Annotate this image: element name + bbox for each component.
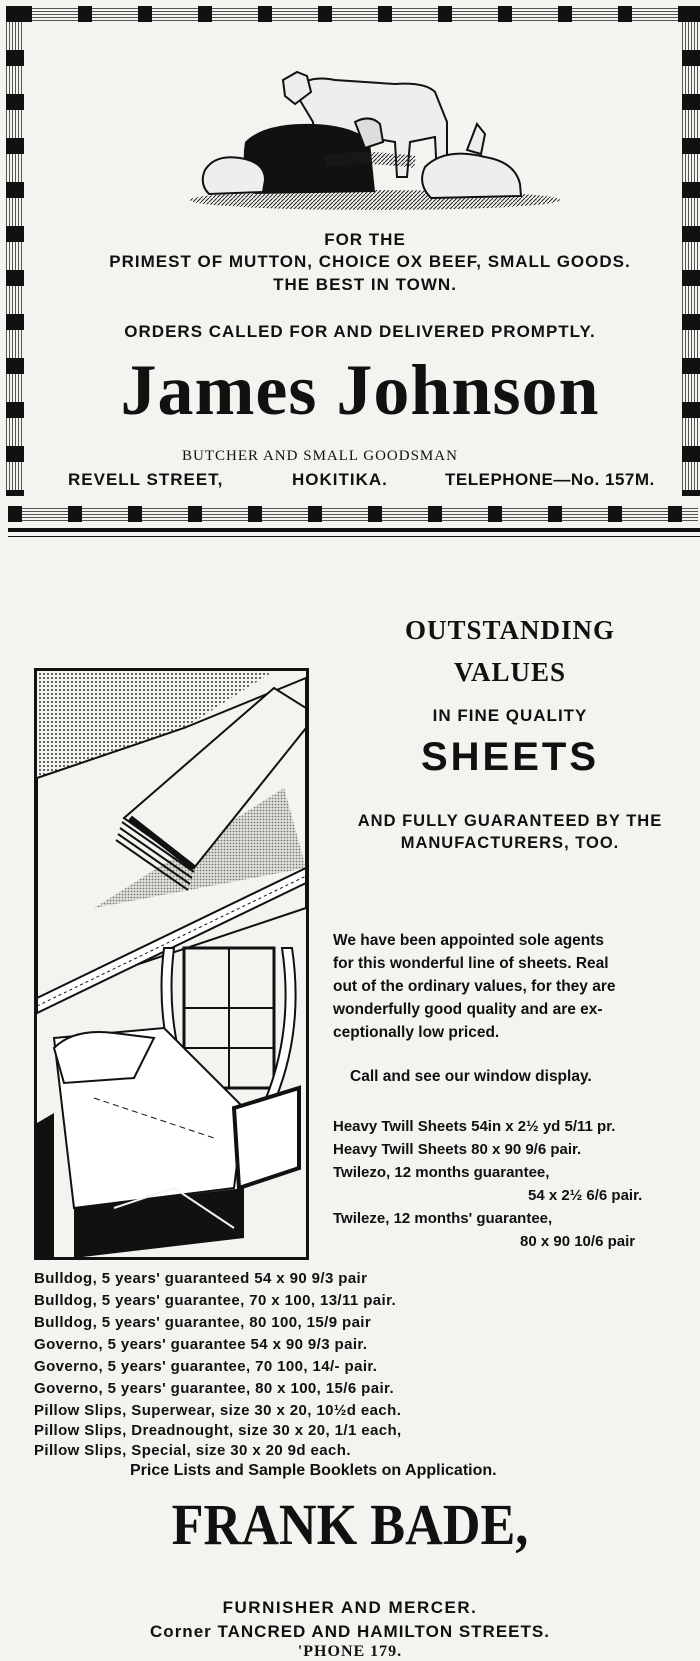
headline-meats: PRIMEST OF MUTTON, CHOICE OX BEEF, SMALL GOODS. (109, 252, 631, 271)
right-border (682, 6, 700, 496)
price-list-item: Governo, 5 years' guarantee, 70 100, 14/- pair. (34, 1358, 378, 1375)
guarantee-line-1: AND FULLY GUARANTEED BY THE (357, 812, 663, 830)
heading-outstanding: OUTSTANDING (404, 615, 616, 645)
cattle-illustration (185, 62, 565, 212)
store-phone: 'PHONE 179. (297, 1643, 403, 1660)
body-line-4: wonderfully good quality and are ex- (333, 1001, 603, 1018)
butcher-advertisement (0, 0, 700, 545)
body-line-5: ceptionally low priced. (333, 1024, 500, 1041)
divider-rule-thin (8, 536, 700, 537)
butcher-trade: BUTCHER AND SMALL GOODSMAN (182, 448, 458, 464)
price-right-5: Twileze, 12 months' guarantee, (333, 1210, 553, 1227)
butcher-name: James Johnson (120, 350, 600, 430)
price-right-4: 54 x 2½ 6/6 pair. (528, 1187, 643, 1204)
price-list-item: Bulldog, 5 years' guarantee, 70 x 100, 13/11 pair. (34, 1292, 397, 1309)
divider-rule (8, 528, 700, 532)
sheets-advertisement (0, 545, 700, 1660)
body-line-3: out of the ordinary values, for they are (333, 978, 616, 995)
left-border (6, 6, 24, 496)
price-list-item: Pillow Slips, Superwear, size 30 x 20, 10½d each. (34, 1402, 402, 1419)
price-list-item: Pillow Slips, Special, size 30 x 20 9d each. (34, 1442, 351, 1459)
call-line: Call and see our window display. (350, 1068, 592, 1085)
price-list-item: Pillow Slips, Dreadnought, size 30 x 20, 1/1 each, (34, 1422, 402, 1439)
price-list-item: Bulldog, 5 years' guarantee, 80 100, 15/9 pair (34, 1314, 372, 1331)
price-list-item: Governo, 5 years' guarantee, 80 x 100, 15/6 pair. (34, 1380, 395, 1397)
store-trade: FURNISHER AND MERCER. (222, 1598, 478, 1617)
heading-fine-quality: IN FINE QUALITY (432, 706, 588, 725)
guarantee-line-2: MANUFACTURERS, TOO. (400, 834, 620, 852)
heading-sheets: SHEETS (420, 735, 600, 779)
butcher-telephone: TELEPHONE—No. 157M. (445, 470, 655, 489)
headline-best-in-town: THE BEST IN TOWN. (273, 275, 457, 294)
store-name: FRANK BADE, (171, 1492, 529, 1557)
price-right-2: Heavy Twill Sheets 80 x 90 9/6 pair. (333, 1141, 582, 1158)
butcher-town: HOKITIKA. (292, 470, 388, 489)
price-list-item: Bulldog, 5 years' guaranteed 54 x 90 9/3 pair (34, 1270, 368, 1287)
body-line-1: We have been appointed sole agents (333, 932, 605, 949)
price-right-6: 80 x 90 10/6 pair (520, 1233, 636, 1250)
bottom-border (8, 506, 698, 522)
headline-for-the: FOR THE (324, 230, 406, 249)
price-list-item: Governo, 5 years' guarantee 54 x 90 9/3 pair. (34, 1336, 368, 1353)
heading-values: VALUES (453, 657, 567, 687)
top-border (18, 6, 692, 22)
butcher-address: REVELL STREET, (68, 470, 224, 489)
price-lists-note: Price Lists and Sample Booklets on Application. (130, 1462, 497, 1479)
body-line-2: for this wonderful line of sheets. Real (333, 955, 609, 972)
price-right-3: Twilezo, 12 months guarantee, (333, 1164, 550, 1181)
orders-line: ORDERS CALLED FOR AND DELIVERED PROMPTLY. (124, 322, 596, 341)
sheets-illustration (34, 668, 309, 1260)
store-address: Corner TANCRED AND HAMILTON STREETS. (150, 1622, 550, 1641)
price-right-1: Heavy Twill Sheets 54in x 2½ yd 5/11 pr. (333, 1118, 616, 1135)
